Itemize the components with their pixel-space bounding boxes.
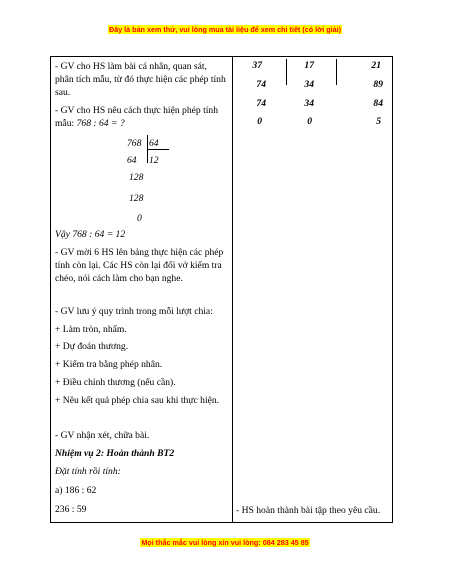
second-subtrahend: 128 xyxy=(129,193,144,204)
division-conclusion: Vậy 768 : 64 = 12 xyxy=(55,229,126,240)
quotient: 12 xyxy=(149,155,159,166)
lesson-table xyxy=(50,56,393,523)
task-item-b: 236 : 59 xyxy=(55,504,87,515)
division-horizontal-line xyxy=(147,149,169,150)
step-item: + Làm tròn, nhẩm. xyxy=(55,324,127,335)
step-item: + Dự đoán thương. xyxy=(55,341,129,352)
answer-value: 74 xyxy=(256,98,266,109)
step-item: + Nêu kết quả phép chia sau khi thực hiện. xyxy=(55,395,220,406)
division-bar xyxy=(336,59,337,85)
sample-expression: 768 : 64 = ? xyxy=(76,118,125,129)
answer-value: 5 xyxy=(376,116,381,127)
paragraph-sample-method xyxy=(55,104,227,130)
answer-value: 37 xyxy=(252,60,262,71)
task-title: Nhiệm vụ 2: Hoàn thành BT2 xyxy=(55,448,175,459)
task-item-a: a) 186 : 62 xyxy=(55,485,97,496)
contact-notice-banner xyxy=(0,538,450,547)
final-remainder: 0 xyxy=(137,213,142,224)
answer-value: 21 xyxy=(371,60,381,71)
paragraph-individual-work: - GV cho HS làm bài cá nhân, quan sát, phân tích mẫu, từ đó thực hiện các phép tính sau. xyxy=(55,61,226,98)
first-subtrahend: 64 xyxy=(127,155,137,166)
first-remainder: 128 xyxy=(129,172,144,183)
student-response: - HS hoàn thành bài tập theo yêu cầu. xyxy=(236,505,381,516)
divisor: 64 xyxy=(149,138,159,149)
step-item: + Kiểm tra bằng phép nhân. xyxy=(55,359,163,370)
student-activity-column xyxy=(236,57,391,522)
answer-value: 89 xyxy=(373,79,383,90)
answer-value: 84 xyxy=(373,98,383,109)
column-divider xyxy=(232,57,233,522)
dividend: 768 xyxy=(127,138,142,149)
paragraph-process-note: - GV lưu ý quy trình trong mỗi lượt chia: xyxy=(55,306,213,317)
answer-value: 17 xyxy=(304,60,314,71)
step-item: + Điều chỉnh thương (nếu cần). xyxy=(55,377,176,388)
paragraph-review: - GV nhận xét, chữa bài. xyxy=(55,430,150,441)
answer-value: 0 xyxy=(257,116,262,127)
answer-value: 34 xyxy=(304,79,314,90)
preview-notice-banner xyxy=(0,25,450,34)
contact-notice-text: Mọi thắc mắc vui lòng xin vui lòng: 084 283 45 85 xyxy=(141,538,309,547)
sample-method-text: - GV cho HS nêu cách thực hiện phép tính mẫu: xyxy=(55,105,219,129)
answer-value: 34 xyxy=(304,98,314,109)
preview-notice-text: Đây là bản xem thử, vui lòng mua tài liệu để xem chi tiết (có lời giải) xyxy=(109,25,341,34)
paragraph-board-work: - GV mời 6 HS lên bảng thực hiện các phép tính còn lại. Các HS còn lại đổi vở kiểm tra chéo, nói cách làm cho bạn nghe. xyxy=(55,247,224,284)
division-bar xyxy=(286,59,287,85)
answer-value: 74 xyxy=(256,79,266,90)
task-instruction: Đặt tính rồi tính: xyxy=(55,466,121,477)
answer-value: 0 xyxy=(307,116,312,127)
